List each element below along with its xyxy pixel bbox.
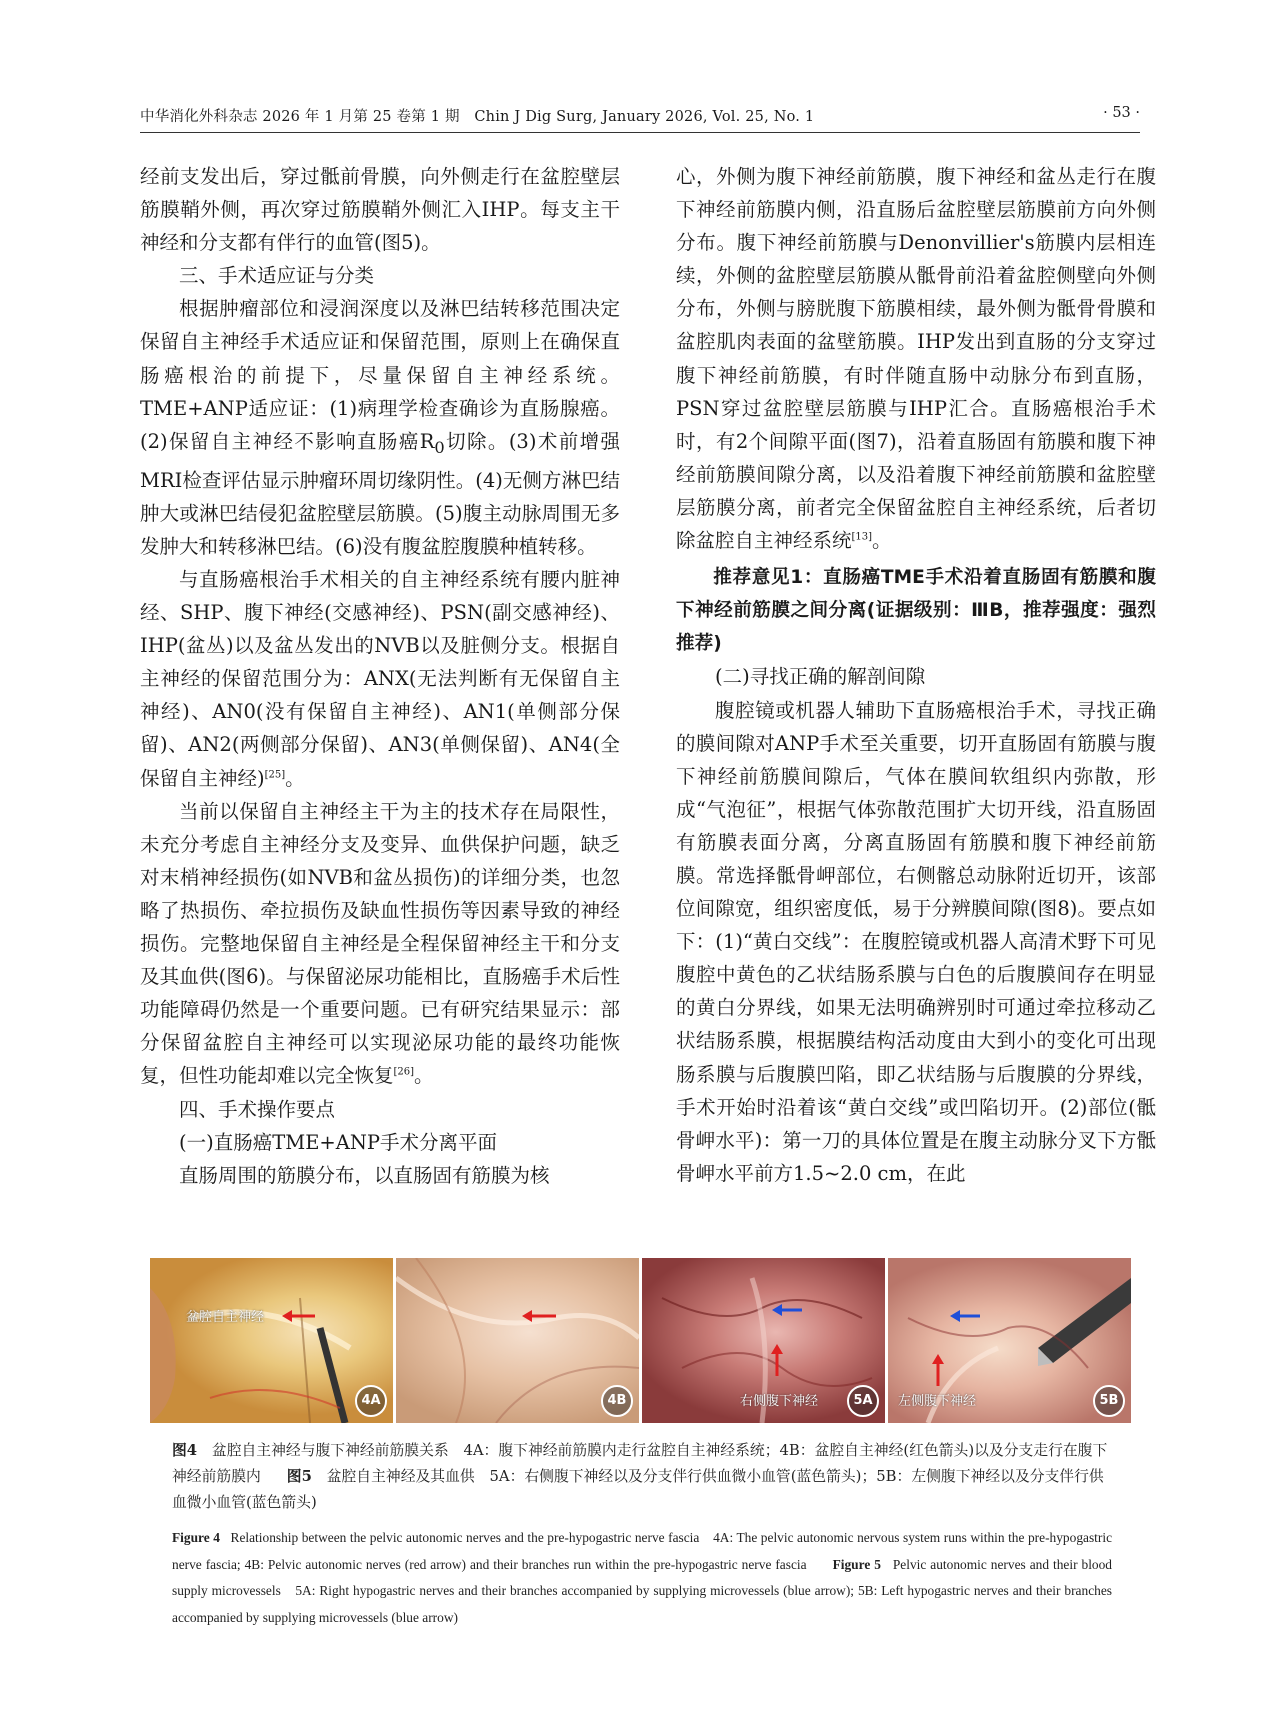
page-number: · 53 ·: [1103, 105, 1140, 121]
right-column: [676, 160, 1156, 1190]
panel-badge: 5A: [847, 1385, 879, 1417]
header-rule: [140, 132, 1140, 133]
reference: [26]: [393, 1066, 415, 1078]
figure-5-label: 图5: [286, 1468, 312, 1485]
section-heading: 三、手术适应证与分类: [179, 264, 375, 288]
figure-5-caption: Pelvic autonomic nerves and their blood supply microvessels 5A: Right hypogastric nerves and their branches accompanied by supplying microvessels (blue arrow); 5B: Left hypogastric nerves and their branches accompanied by supplying microvessels (blue arrow): [172, 1556, 1112, 1625]
figure-5-label: Figure 5: [832, 1556, 881, 1572]
paragraph: 与直肠癌根治手术相关的自主神经系统有腰内脏神经、SHP、腹下神经(交感神经)、PSN(副交感神经)、IHP(盆丛)以及盆丛发出的NVB以及脏侧分支。根据自主神经的保留范围分为：ANX(无法判断有无保留自主神经)、AN0(没有保留自主神经)、AN1(单侧部分保留)、AN2(两侧部分保留)、AN3(单侧保留)、AN4(全保留自主神经)[25]。: [140, 568, 620, 790]
subsection-heading: (一)直肠癌TME+ANP手术分离平面: [179, 1130, 498, 1154]
panel-label: 左侧腹下神经: [898, 1394, 977, 1409]
figure-caption-chinese: [172, 1438, 1112, 1516]
left-column: [140, 160, 620, 1192]
reference: [25]: [264, 769, 286, 781]
figure-4a-image: [150, 1258, 393, 1423]
recommendation: 推荐意见1：直肠癌TME手术沿着直肠固有筋膜和腹下神经前筋膜之间分离(证据级别：ⅢB，推荐强度：强烈推荐): [676, 567, 1156, 655]
panel-badge: 4B: [601, 1385, 633, 1417]
panel-label: 盆腔自主神经: [186, 1310, 265, 1325]
section-heading: 四、手术操作要点: [179, 1097, 336, 1121]
panel-badge: 5B: [1093, 1385, 1125, 1417]
running-header: [140, 105, 1140, 129]
figure-caption-english: [172, 1525, 1112, 1631]
figure-4b-image: [396, 1258, 639, 1423]
journal-citation: 中华消化外科杂志 2026 年 1 月第 25 卷第 1 期 Chin J Dig Surg, January 2026, Vol. 25, No. 1: [140, 109, 815, 125]
paragraph: 直肠周围的筋膜分布，以直肠固有筋膜为核: [179, 1163, 550, 1187]
subsection-heading: (二)寻找正确的解剖间隙: [715, 665, 926, 689]
figure-4-label: Figure 4: [172, 1530, 220, 1545]
paragraph: 经前支发出后，穿过骶前骨膜，向外侧走行在盆腔壁层筋膜鞘外侧，再次穿过筋膜鞘外侧汇入IHP。每支主干神经和分支都有伴行的血管(图5)。: [140, 165, 620, 255]
paragraph: 心，外侧为腹下神经前筋膜，腹下神经和盆丛走行在腹下神经前筋膜内侧，沿直肠后盆腔壁层筋膜前方向外侧分布。腹下神经前筋膜与Denonvillier's筋膜内层相连续，外侧的盆腔壁层筋膜从骶骨前沿着盆腔侧壁向外侧分布，外侧与膀胱腹下筋膜相续，最外侧为骶骨骨膜和盆腔肌肉表面的盆壁筋膜。IHP发出到直肠的分支穿过腹下神经前筋膜，有时伴随直肠中动脉分布到直肠，PSN穿过盆腔壁层筋膜与IHP汇合。直肠癌根治手术时，有2个间隙平面(图7)，沿着直肠固有筋膜和腹下神经前筋膜间隙分离，以及沿着腹下神经前筋膜和盆腔壁层筋膜分离，前者完全保留盆腔自主神经系统，后者切除盆腔自主神经系统[13]。: [676, 165, 1156, 553]
figure-5a-image: [642, 1258, 885, 1423]
figure-4-caption: Relationship between the pelvic autonomic nerves and the pre-hypogastric nerve fascia 4A: The pelvic autonomic nervous system runs within the pre-hypogastric nerve fascia; 4B: Pelvic autonomic nerves (red arrow) and their branches run within the pre-hypogastric nerve fascia: [172, 1530, 1113, 1572]
figure-5b-image: [888, 1258, 1131, 1423]
figure-4-caption: 盆腔自主神经与腹下神经前筋膜关系 4A：腹下神经前筋膜内走行盆腔自主神经系统；4B：盆腔自主神经(红色箭头)以及分支走行在腹下神经前筋膜内: [172, 1442, 1108, 1485]
figure-5-caption: 盆腔自主神经及其血供 5A：右侧腹下神经以及分支伴行供血微小血管(蓝色箭头)；5B：左侧腹下神经以及分支伴行供血微小血管(蓝色箭头): [172, 1468, 1104, 1511]
panel-badge: 4A: [355, 1385, 387, 1417]
paragraph: 根据肿瘤部位和浸润深度以及淋巴结转移范围决定保留自主神经手术适应证和保留范围，原则上在确保直肠癌根治的前提下，尽量保留自主神经系统。TME+ANP适应证：(1)病理学检查确诊为直肠腺癌。(2)保留自主神经不影响直肠癌$R_0$切除。(3)术前增强MRI检查评估显示肿瘤环周切缘阴性。(4)无侧方淋巴结肿大或淋巴结侵犯盆腔壁层筋膜。(5)腹主动脉周围无多发肿大和转移淋巴结。(6)没有腹盆腔腹膜种植转移。: [140, 297, 621, 558]
figure-4-label: 图4: [172, 1442, 198, 1459]
panel-label: 右侧腹下神经: [740, 1394, 819, 1409]
paragraph: 当前以保留自主神经主干为主的技术存在局限性，未充分考虑自主神经分支及变异、血供保护问题，缺乏对末梢神经损伤(如NVB和盆丛损伤)的详细分类，也忽略了热损伤、牵拉损伤及缺血性损伤等因素导致的神经损伤。完整地保留自主神经是全程保留神经主干和分支及其血供(图6)。与保留泌尿功能相比，直肠癌手术后性功能障碍仍然是一个重要问题。已有研究结果显示：部分保留盆腔自主神经可以实现泌尿功能的最终功能恢复，但性功能却难以完全恢复[26]。: [140, 799, 620, 1088]
reference: [13]: [851, 531, 873, 543]
figure-panels: [150, 1258, 1135, 1423]
paragraph: 腹腔镜或机器人辅助下直肠癌根治手术，寻找正确的膜间隙对ANP手术至关重要，切开直肠固有筋膜与腹下神经前筋膜间隙后，气体在膜间软组织内弥散，形成“气泡征”，根据气体弥散范围扩大切开线，沿直肠固有筋膜表面分离，分离直肠固有筋膜和腹下神经前筋膜。常选择骶骨岬部位，右侧髂总动脉附近切开，该部位间隙宽，组织密度低，易于分辨膜间隙(图8)。要点如下：(1)“黄白交线”：在腹腔镜或机器人高清术野下可见腹腔中黄色的乙状结肠系膜与白色的后腹膜间存在明显的黄白分界线，如果无法明确辨别时可通过牵拉移动乙状结肠系膜，根据膜结构活动度由大到小的变化可出现肠系膜与后腹膜凹陷，即乙状结肠与后腹膜的分界线，手术开始时沿着该“黄白交线”或凹陷切开。(2)部位(骶骨岬水平)：第一刀的具体位置是在腹主动脉分叉下方骶骨岬水平前方1.5~2.0 cm，在此: [676, 698, 1156, 1185]
